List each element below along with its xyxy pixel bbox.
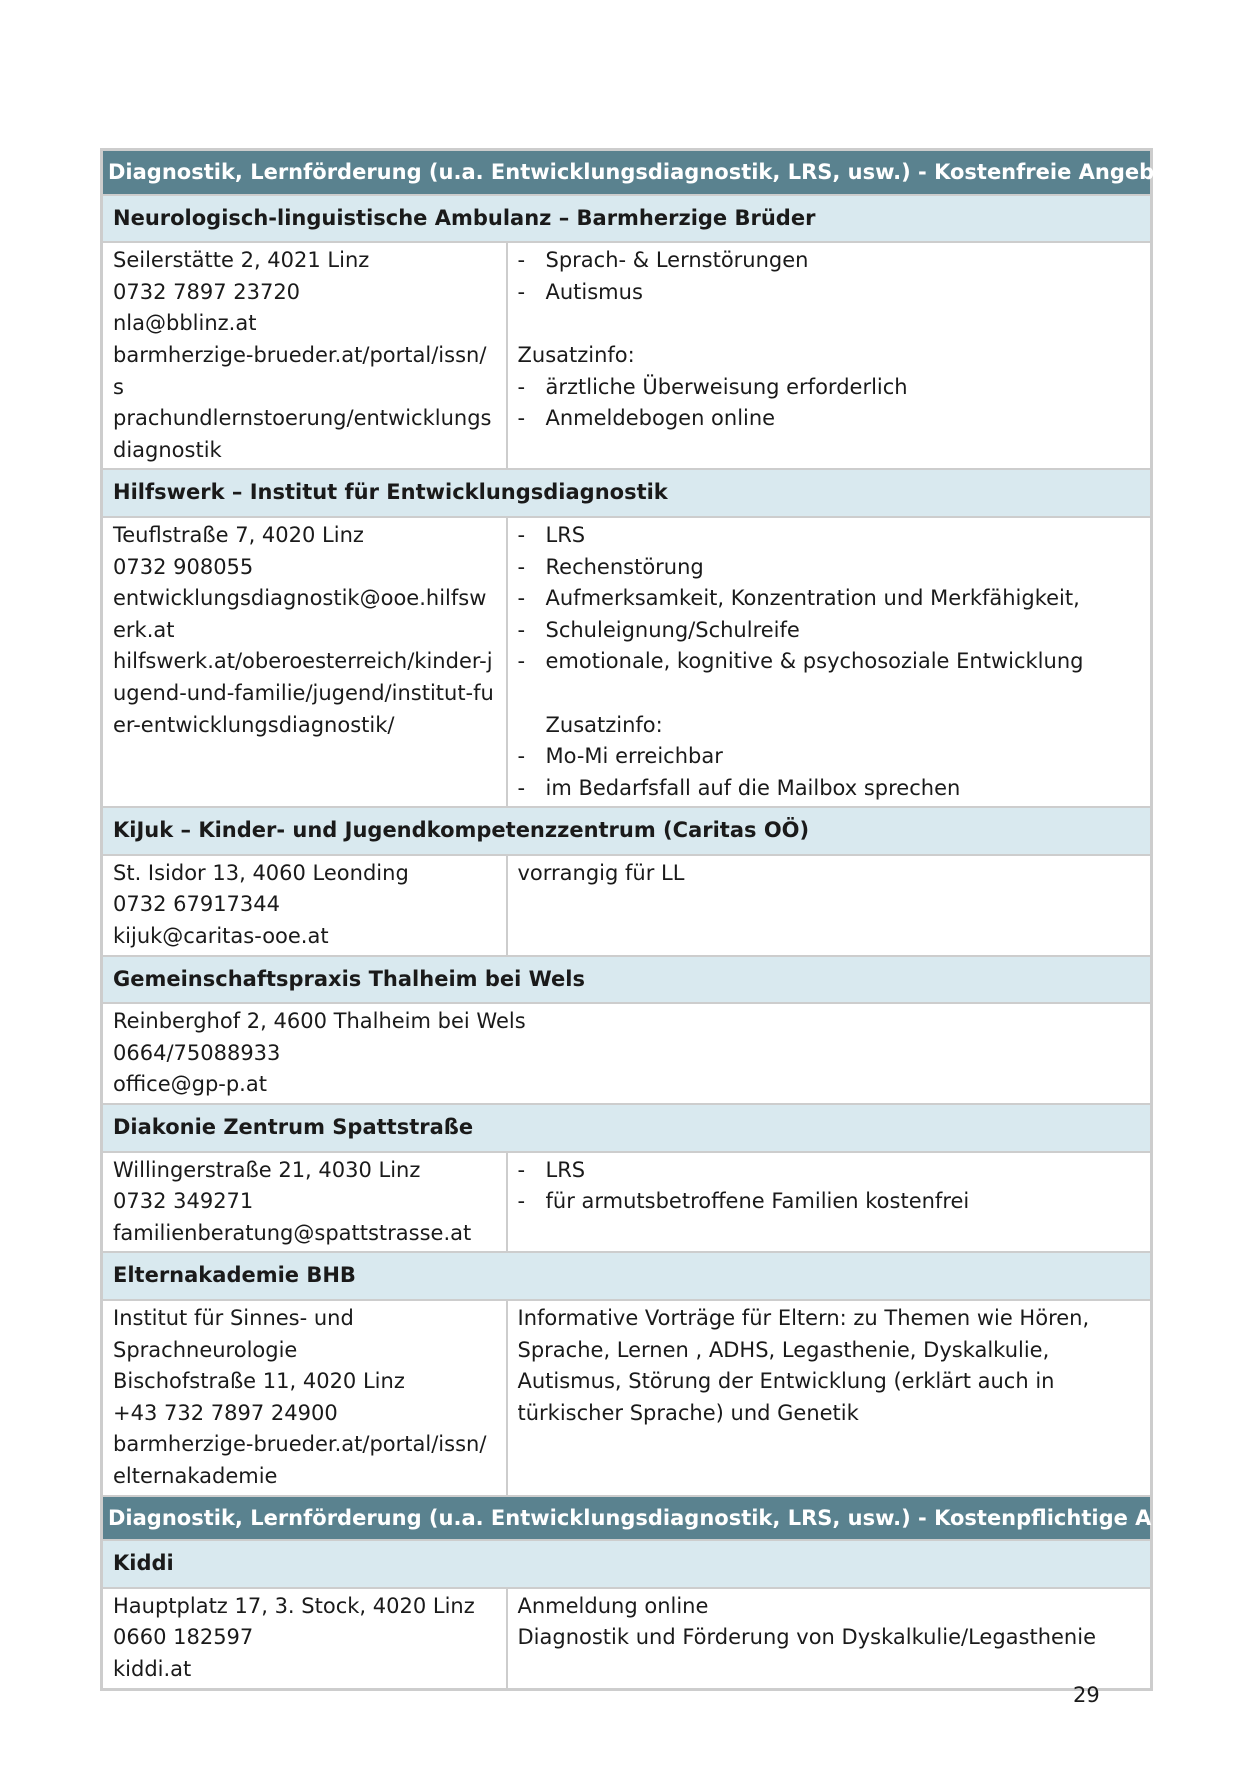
list-item: - Aufmerksamkeit, Konzentration und Merkfähigkeit, — [518, 583, 1141, 615]
table-row — [102, 1300, 1152, 1496]
table-row — [102, 242, 1152, 469]
address: Willingerstraße 21, 4030 Linz — [113, 1157, 421, 1182]
list-item: - Rechenstörung — [518, 552, 1141, 584]
item-text: emotionale, kognitive & psychosoziale Entwicklung — [545, 649, 1084, 674]
entry-title: Gemeinschaftspraxis Thalheim bei Wels — [102, 956, 1152, 1004]
list-item: - LRS — [518, 520, 1141, 552]
table-row — [102, 1152, 1152, 1253]
website-link-cont[interactable]: diagnostik — [113, 437, 222, 462]
entry-title: Diakonie Zentrum Spattstraße — [102, 1104, 1152, 1152]
list-item: - Schuleignung/Schulreife — [518, 615, 1141, 647]
info-cell — [507, 242, 1152, 469]
item-text: Rechenstörung — [545, 554, 704, 579]
email-link[interactable]: entwicklungsdiagnostik@ooe.hilfsw — [113, 586, 487, 611]
website-link-cont[interactable]: ugend-und-familie/jugend/institut-fu — [113, 680, 494, 705]
services-table — [100, 148, 1250, 1691]
item-text: ärztliche Überweisung erforderlich — [545, 374, 908, 399]
contact-cell — [102, 1588, 507, 1689]
entry-title: Kiddi — [102, 1540, 1152, 1588]
item-text: Schuleignung/Schulreife — [545, 617, 800, 642]
contact-cell — [102, 1003, 1152, 1104]
contact-cell — [102, 517, 507, 807]
list-item: - LRS — [518, 1155, 1141, 1187]
website-link-cont[interactable]: prachundlernstoerung/entwicklungs — [113, 406, 492, 431]
table-row — [102, 1588, 1152, 1689]
item-text: LRS — [545, 1157, 586, 1182]
info-cell: vorrangig für LL — [507, 855, 1152, 956]
email-link[interactable]: kijuk@caritas-ooe.at — [113, 924, 329, 949]
phone: 0732 349271 — [113, 1189, 254, 1214]
phone: 0732 7897 23720 — [113, 279, 301, 304]
address: Seilerstätte 2, 4021 Linz — [113, 248, 370, 273]
list-item: - ärztliche Überweisung erforderlich — [518, 372, 1141, 404]
phone: 0660 182597 — [113, 1625, 254, 1650]
info-line: Anmeldung online — [517, 1593, 709, 1618]
address: Teuflstraße 7, 4020 Linz — [113, 522, 364, 547]
address: Reinberghof 2, 4600 Thalheim bei Wels — [113, 1009, 526, 1034]
contact-cell — [102, 1300, 507, 1496]
email-link[interactable]: familienberatung@spattstrasse.at — [113, 1220, 472, 1245]
entry-title: Hilfswerk – Institut für Entwicklungsdiagnostik — [102, 469, 1152, 517]
section-header-free: Diagnostik, Lernförderung (u.a. Entwicklungsdiagnostik, LRS, usw.) - Kostenfreie Angebote — [102, 150, 1152, 195]
website-link[interactable]: hilfswerk.at/oberoesterreich/kinder-j — [113, 649, 493, 674]
list-item: - Mo-Mi erreichbar — [518, 741, 1141, 773]
item-text: Autismus — [545, 279, 643, 304]
contact-cell — [102, 242, 507, 469]
address: St. Isidor 13, 4060 Leonding — [113, 860, 409, 885]
info-cell — [507, 1152, 1152, 1253]
contact-cell — [102, 1152, 507, 1253]
entry-title: Neurologisch-linguistische Ambulanz – Barmherzige Brüder — [102, 195, 1152, 243]
website-link[interactable]: barmherzige-brueder.at/portal/issn/s — [113, 342, 487, 399]
email-link[interactable]: office@gp-p.at — [113, 1072, 267, 1097]
info-cell — [507, 1588, 1152, 1689]
phone: +43 732 7897 24900 — [113, 1400, 338, 1425]
item-text: Anmeldebogen online — [545, 406, 776, 431]
contact-cell — [102, 855, 507, 956]
table-row — [102, 1003, 1152, 1104]
table-row — [102, 855, 1152, 956]
item-text: Aufmerksamkeit, Konzentration und Merkfähigkeit, — [545, 586, 1080, 611]
website-link[interactable]: barmherzige-brueder.at/portal/issn/ — [113, 1432, 487, 1457]
address: Bischofstraße 11, 4020 Linz — [113, 1369, 405, 1394]
section-header-paid: Diagnostik, Lernförderung (u.a. Entwicklungsdiagnostik, LRS, usw.) - Kostenpflichtige Angebote — [102, 1496, 1152, 1541]
website-link-cont[interactable]: elternakademie — [113, 1463, 278, 1488]
info-line: Diagnostik und Förderung von Dyskalkulie/Legasthenie — [517, 1625, 1096, 1650]
item-text: Sprach- & Lernstörungen — [545, 248, 809, 273]
list-item: - Autismus — [518, 277, 1141, 309]
website-link-cont[interactable]: er-entwicklungsdiagnostik/ — [113, 712, 395, 737]
item-text: im Bedarfsfall auf die Mailbox sprechen — [545, 775, 961, 800]
info-cell: Informative Vorträge für Eltern: zu Themen wie Hören, Sprache, Lernen , ADHS, Legasthenie, Dyskalkulie, Autismus, Störung der Entwicklung (erklärt auch in türkischer Sprache) und Genetik — [507, 1300, 1152, 1496]
institute: Institut für Sinnes- und — [113, 1306, 354, 1330]
phone: 0664/75088933 — [113, 1040, 281, 1065]
item-text: Mo-Mi erreichbar — [545, 744, 723, 769]
email-link[interactable]: nla@bblinz.at — [113, 311, 257, 336]
email-link-cont[interactable]: erk.at — [113, 617, 175, 642]
entry-title: Elternakademie BHB — [102, 1252, 1152, 1300]
table-row — [102, 517, 1152, 807]
institute-cont: Sprachneurologie — [113, 1337, 298, 1362]
phone: 0732 908055 — [113, 554, 254, 579]
list-item: - im Bedarfsfall auf die Mailbox sprechen — [518, 773, 1141, 805]
website-link[interactable]: kiddi.at — [113, 1656, 192, 1681]
extra-label: Zusatzinfo: — [517, 342, 635, 367]
extra-label: Zusatzinfo: — [545, 712, 663, 737]
list-item: - für armutsbetroffene Familien kostenfrei — [518, 1186, 1141, 1218]
list-item: - Anmeldebogen online — [518, 403, 1141, 435]
phone: 0732 67917344 — [113, 892, 281, 917]
item-text: LRS — [545, 522, 586, 547]
address: Hauptplatz 17, 3. Stock, 4020 Linz — [113, 1593, 475, 1618]
list-item: - Sprach- & Lernstörungen — [518, 245, 1141, 277]
info-cell — [507, 517, 1152, 807]
entry-title: KiJuk – Kinder- und Jugendkompetenzzentrum (Caritas OÖ) — [102, 807, 1152, 855]
item-text: für armutsbetroffene Familien kostenfrei — [545, 1189, 970, 1214]
list-item: - emotionale, kognitive & psychosoziale Entwicklung — [518, 646, 1141, 678]
page-number: 29 — [1073, 1683, 1100, 1707]
